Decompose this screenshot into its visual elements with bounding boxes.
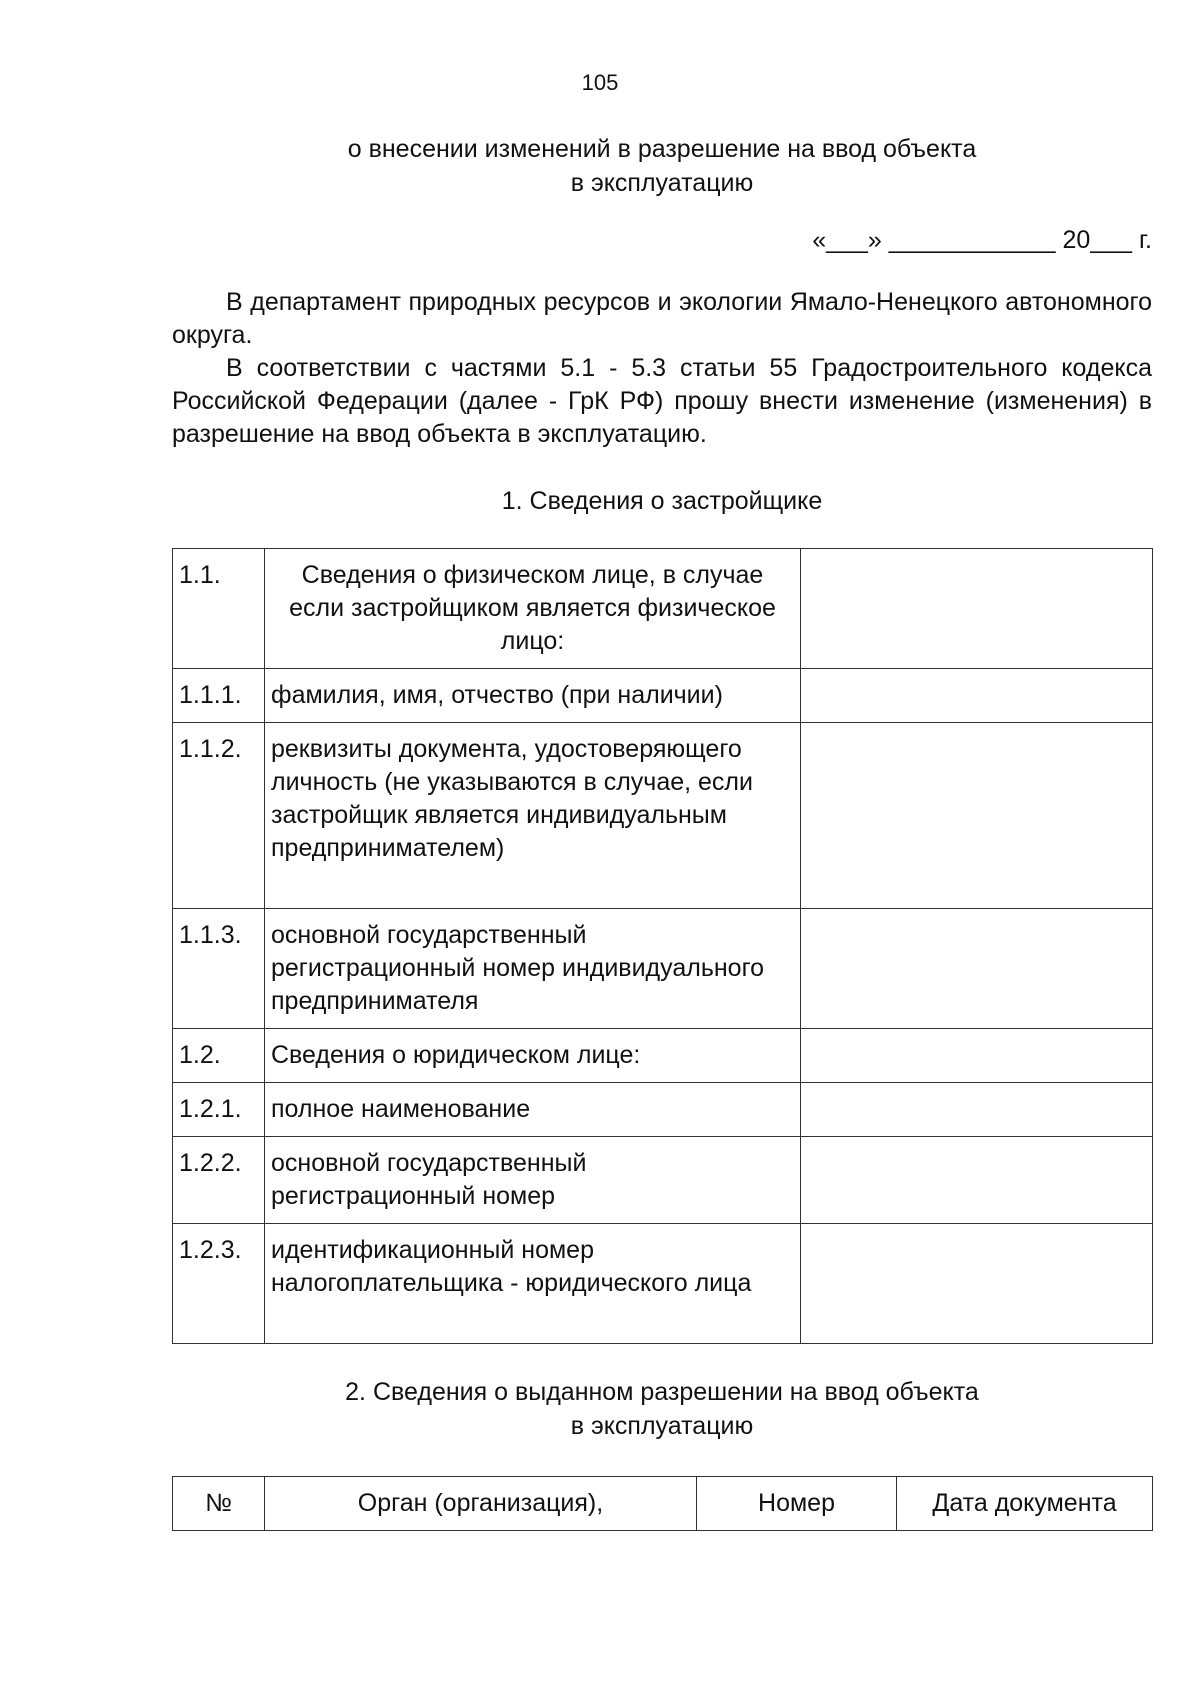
row-value-field[interactable] (801, 669, 1153, 723)
addressee-text: В департамент природных ресурсов и экологии Ямало-Ненецкого автономного округа. (172, 288, 1152, 349)
title-line-2: в эксплуатацию (570, 169, 754, 197)
table-row (173, 1137, 1153, 1224)
date-line: «___» ____________ 20___ г. (812, 226, 1152, 254)
title-line-1: о внесении изменений в разрешение на ввод объекта (347, 135, 977, 163)
row-label: основной государственный регистрационный номер индивидуального предпринимателя (265, 909, 801, 1029)
developer-info-table (172, 548, 1153, 1344)
section-1-title: 1. Сведения о застройщике (501, 487, 823, 515)
row-value-field[interactable] (801, 1029, 1153, 1083)
table-row (173, 1083, 1153, 1137)
row-number: 1.2.3. (173, 1224, 265, 1344)
column-header-doc-number: Номер (697, 1477, 897, 1531)
table-row (173, 549, 1153, 669)
row-label: фамилия, имя, отчество (при наличии) (265, 669, 801, 723)
table-row (173, 909, 1153, 1029)
permit-info-table (172, 1476, 1153, 1531)
row-number: 1.1.3. (173, 909, 265, 1029)
row-label: идентификационный номер налогоплательщика - юридического лица (265, 1224, 801, 1344)
column-header-doc-date: Дата документа (897, 1477, 1153, 1531)
row-label: реквизиты документа, удостоверяющего личность (не указываются в случае, если застройщик является индивидуальным предпринимателем) (265, 723, 801, 909)
row-label: Сведения о юридическом лице: (265, 1029, 801, 1083)
row-value-field[interactable] (801, 1224, 1153, 1344)
row-value-field[interactable] (801, 1137, 1153, 1224)
request-paragraph (172, 352, 1152, 451)
row-value-field[interactable] (801, 909, 1153, 1029)
row-label: основной государственный регистрационный номер (265, 1137, 801, 1224)
document-title (172, 132, 1152, 200)
table-row (173, 1224, 1153, 1344)
row-number: 1.1. (173, 549, 265, 669)
row-number: 1.1.2. (173, 723, 265, 909)
row-number: 1.2. (173, 1029, 265, 1083)
page-number: 105 (581, 70, 619, 95)
row-number: 1.1.1. (173, 669, 265, 723)
row-number: 1.2.2. (173, 1137, 265, 1224)
row-label: Сведения о физическом лице, в случае если застройщиком является физическое лицо: (265, 549, 801, 669)
row-number: 1.2.1. (173, 1083, 265, 1137)
request-text: В соответствии с частями 5.1 - 5.3 статьи 55 Градостроительного кодекса Российской Федерации (далее - ГрК РФ) прошу внести изменение (изменения) в разрешение на ввод объекта в эксплуатацию. (172, 354, 1152, 448)
column-header-number: № (173, 1477, 265, 1531)
row-value-field[interactable] (801, 723, 1153, 909)
column-header-authority: Орган (организация), (265, 1477, 697, 1531)
section-2-title-line-1: 2. Сведения о выданном разрешении на ввод объекта (345, 1378, 979, 1406)
table-header-row (173, 1477, 1153, 1531)
section-2-title (172, 1375, 1152, 1443)
row-value-field[interactable] (801, 1083, 1153, 1137)
table-row (173, 1029, 1153, 1083)
table-row (173, 669, 1153, 723)
row-label: полное наименование (265, 1083, 801, 1137)
section-2-title-line-2: в эксплуатацию (570, 1412, 754, 1440)
addressee-paragraph (172, 286, 1152, 352)
row-value-field[interactable] (801, 549, 1153, 669)
table-row (173, 723, 1153, 909)
